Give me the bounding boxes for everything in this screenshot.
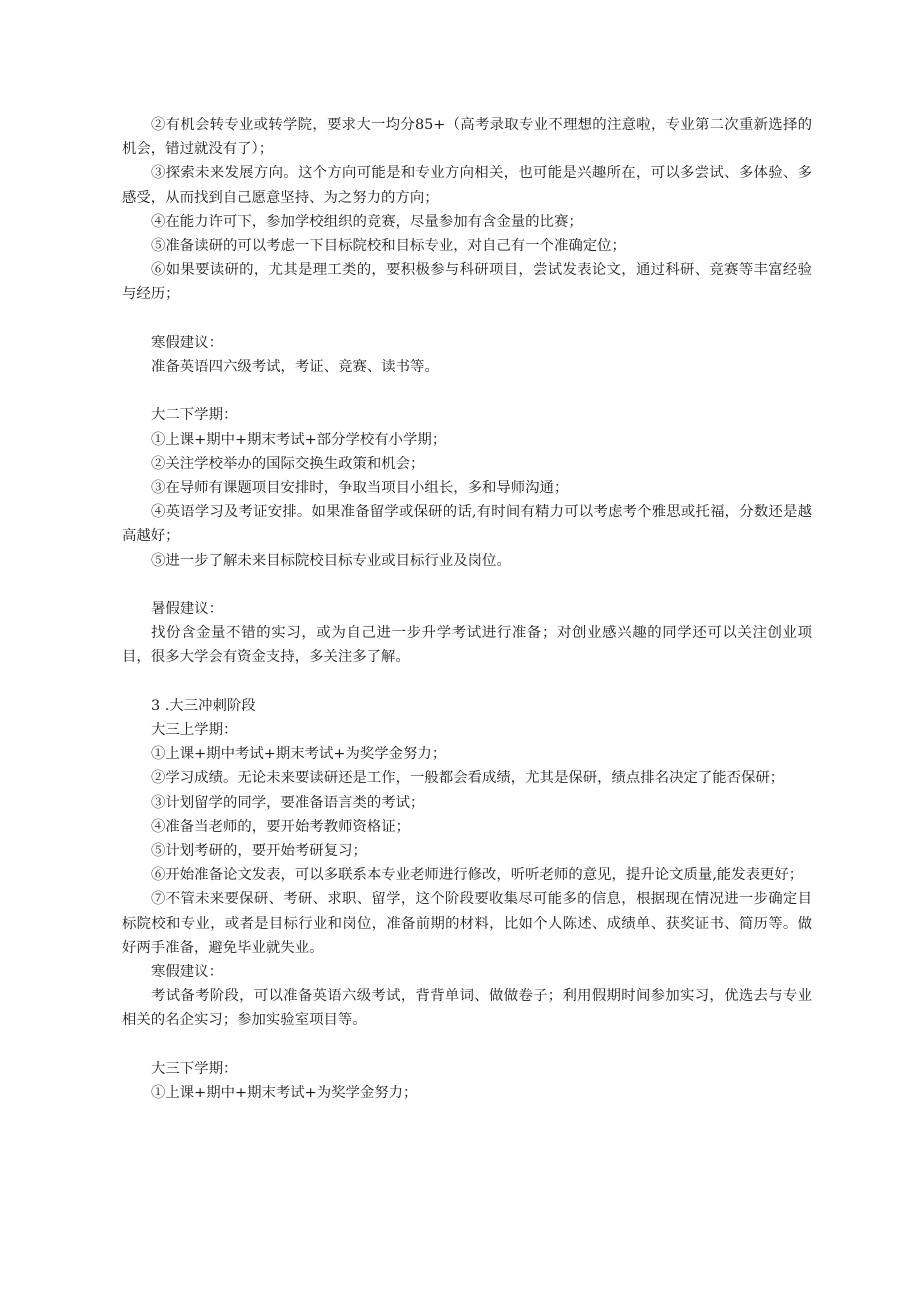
section-label: 大三下学期： bbox=[151, 1060, 238, 1077]
blank-line bbox=[122, 573, 812, 597]
paragraph: ③计划留学的同学，要准备语言类的考试； bbox=[151, 794, 425, 811]
section-label: 大二下学期： bbox=[151, 407, 238, 424]
blank-line bbox=[122, 1033, 812, 1057]
paragraph: ②学习成绩。无论未来要读研还是工作，一般都会看成绩，尤其是保研，绩点排名决定了能否保研； bbox=[151, 770, 785, 787]
blank-line bbox=[122, 307, 812, 331]
paragraph: ⑦不管未来要保研、考研、求职、留学，这个阶段要收集尽可能多的信息，根据现在情况进一步确定目标院校和专业，或者是目标行业和岗位，准备前期的材料，比如个人陈述、成绩单、获奖证书、简历等。做好两手准备，避免毕业就失业。 bbox=[122, 891, 812, 956]
section-label: 大三上学期： bbox=[151, 722, 238, 739]
section-label: 寒假建议： bbox=[151, 964, 223, 981]
paragraph: ①上课+期中+期末考试+为奖学金努力； bbox=[151, 1085, 418, 1102]
section-label: 寒假建议： bbox=[151, 334, 223, 351]
section-label: 暑假建议： bbox=[151, 601, 223, 618]
paragraph: ①上课+期中+期末考试+部分学校有小学期； bbox=[151, 431, 447, 448]
paragraph: ④在能力许可下，参加学校组织的竞赛，尽量参加有含金量的比赛； bbox=[151, 213, 583, 230]
paragraph: 考试备考阶段，可以准备英语六级考试，背背单词、做做卷子；利用假期时间参加实习，优选去与专业相关的名企实习；参加实验室项目等。 bbox=[122, 988, 812, 1029]
paragraph: ②关注学校举办的国际交换生政策和机会； bbox=[151, 455, 425, 472]
paragraph: 准备英语四六级考试，考证、竞赛、读书等。 bbox=[151, 359, 439, 376]
paragraph: ⑥如果要读研的，尤其是理工类的，要积极参与科研项目，尝试发表论文，通过科研、竞赛等丰富经验与经历； bbox=[122, 262, 812, 303]
blank-line bbox=[122, 670, 812, 694]
paragraph: 找份含金量不错的实习，或为自己进一步升学考试进行准备；对创业感兴趣的同学还可以关注创业项目，很多大学会有资金支持，多关注多了解。 bbox=[122, 625, 812, 666]
paragraph: ③在导师有课题项目安排时，争取当项目小组长，多和导师沟通； bbox=[151, 480, 569, 497]
paragraph: ④英语学习及考证安排。如果准备留学或保研的话,有时间有精力可以考虑考个雅思或托福，分数还是越高越好； bbox=[122, 504, 812, 545]
paragraph: ①上课+期中考试+期末考试+为奖学金努力； bbox=[151, 746, 447, 763]
paragraph: ④准备当老师的，要开始考教师资格证； bbox=[151, 818, 411, 835]
paragraph: ⑤计划考研的，要开始考研复习； bbox=[151, 843, 367, 860]
paragraph: ⑤准备读研的可以考虑一下目标院校和目标专业，对自己有一个准确定位； bbox=[151, 238, 626, 255]
blank-line bbox=[122, 379, 812, 403]
paragraph: ⑤进一步了解未来目标院校目标专业或目标行业及岗位。 bbox=[151, 552, 511, 569]
paragraph: ②有机会转专业或转学院，要求大一均分85+（高考录取专业不理想的注意啦，专业第二次重新选择的机会，错过就没有了）； bbox=[122, 117, 812, 158]
paragraph: ③探索未来发展方向。这个方向可能是和专业方向相关，也可能是兴趣所在，可以多尝试、多体验、多感受，从而找到自己愿意坚持、为之努力的方向； bbox=[122, 165, 812, 206]
document-body bbox=[122, 113, 812, 1105]
paragraph: ⑥开始准备论文发表，可以多联系本专业老师进行修改，听听老师的意见，提升论文质量,能发表更好； bbox=[151, 867, 804, 884]
section-heading: 3 .大三冲刺阶段 bbox=[151, 697, 256, 714]
